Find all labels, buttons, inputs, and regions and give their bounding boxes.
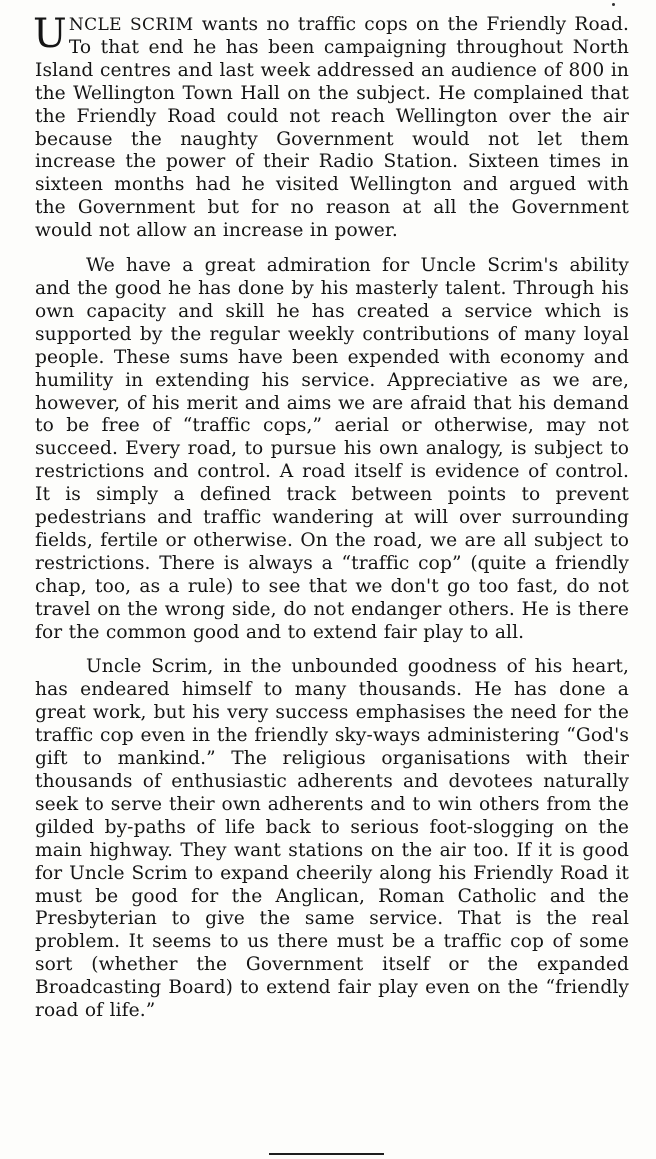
paragraph-1-text: wants no traffic cops on the Friendly Road. To that end he has been campaigning throughout North Island centres and last week addressed an audience of 800 in the Wellington Town Hall on the subject. He complained that the Friendly Road could not reach Wellington over the air because the naughty Government would not let them increase the power of their Radio Station. Sixteen times in sixteen months had he visited Wellington and argued with the Government but for no reason at all the Government would not allow an increase in power. [35,14,629,242]
paragraph-3: Uncle Scrim, in the unbounded goodness of his heart, has endeared himself to many thousands. He has done a great work, but his very success emphasises the need for the traffic cop even in the friendly sky-ways administering “God's gift to mankind.” The religious organisations with their thousands of enthusiastic adherents and devotees naturally seek to serve their own adherents and to win others from the gilded by-paths of life back to serious foot-slogging on the main highway. They want stations on the air too. If it is good for Uncle Scrim to expand cheerily along his Friendly Road it must be good for the Anglican, Roman Catholic and the Presbyterian to give the same service. That is the real problem. It seems to us there must be a traffic cop of some sort (whether the Government itself or the expanded Broadcasting Board) to extend fair play even on the “friendly road of life.” [35,656,629,1022]
drop-cap: U [33,11,67,57]
paragraph-2: We have a great admiration for Uncle Scrim's ability and the good he has done by his masterly talent. Through his own capacity and skill he has created a service which is supported by the regular weekly contributions of many loyal people. These sums have been expended with economy and humility in extending his service. Appreciative as we are, however, of his merit and aims we are afraid that his demand to be free of “traffic cops,” aerial or otherwise, may not succeed. Every road, to pursue his own analogy, is subject to restrictions and control. A road itself is evidence of control. It is simply a defined track between points to prevent pedestrians and traffic wandering at will over surrounding fields, fertile or otherwise. On the road, we are all subject to restrictions. There is always a “traffic cop” (quite a friendly chap, too, as a rule) to see that we don't go too fast, do not travel on the wrong side, do not endanger others. He is there for the common good and to extend fair play to all. [35,255,629,643]
lead-in-small-caps: NCLE SCRIM [68,15,194,35]
print-speck [612,3,615,6]
end-rule [269,1153,384,1155]
paragraph-1 [33,11,629,243]
